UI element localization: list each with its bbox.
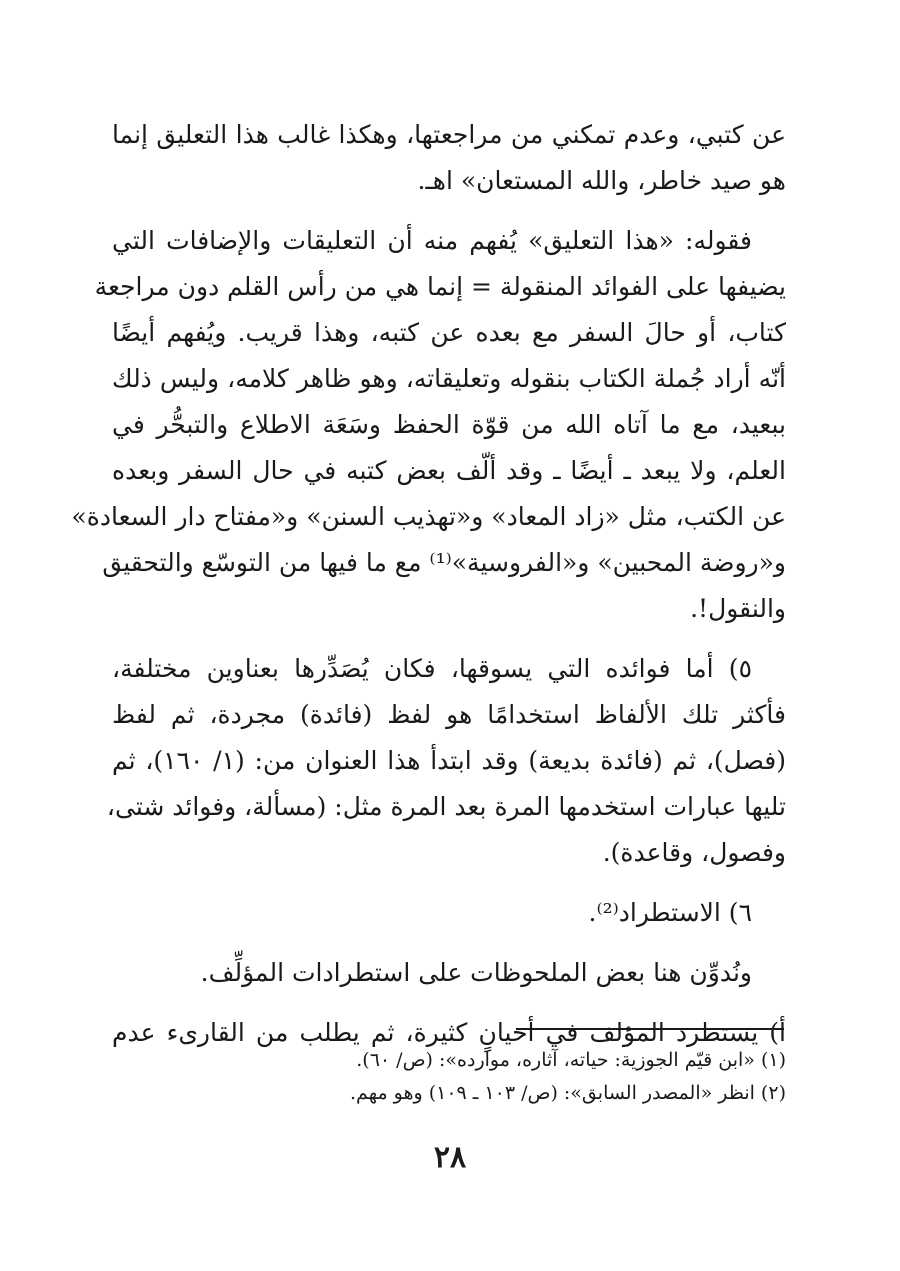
- text-line: وفصول، وقاعدة).: [602, 838, 786, 867]
- text-line: عن كتبي، وعدم تمكني من مراجعتها، وهكذا غالب هذا التعليق إنما: [112, 120, 786, 149]
- footnote-2: (٢) انظر «المصدر السابق»: (ص/ ١٠٣ ـ ١٠٩) وهو مهم.: [350, 1082, 786, 1104]
- paragraph-commentary: [71, 218, 786, 632]
- text-line: والنقول!.: [690, 594, 786, 623]
- text-line: (فصل)، ثم (فائدة بديعة) وقد ابتدأ هذا العنوان من: (١/ ١٦٠)، ثم: [112, 746, 786, 775]
- text-line: عن الكتب، مثل «زاد المعاد» و«تهذيب السنن» و«مفتاح دار السعادة»: [71, 502, 786, 531]
- text-line: فقوله: «هذا التعليق» يُفهم منه أن التعليقات والإضافات التي: [112, 226, 752, 255]
- note-line: ونُدوِّن هنا بعض الملحوظات على استطرادات المؤلِّف.: [200, 958, 752, 987]
- body-text: [71, 112, 786, 1056]
- text-line: يضيفها على الفوائد المنقولة = إنما هي من رأس القلم دون مراجعة: [94, 272, 786, 301]
- footnote-divider: [516, 1028, 784, 1030]
- paragraph-point-5: [106, 646, 786, 876]
- text-line: ببعيد، مع ما آتاه الله من قوّة الحفظ وسَعَة الاطلاع والتبحُّر في: [112, 410, 786, 439]
- page-number: ٢٨: [433, 1140, 467, 1175]
- point-6-heading: ٦) الاستطراد⁽²⁾.: [588, 898, 752, 927]
- text-line: كتاب، أو حالَ السفر مع بعده عن كتبه، وهذا قريب. ويُفهم أيضًا: [112, 318, 786, 347]
- text-line: تليها عبارات استخدمها المرة بعد المرة مثل: (مسألة، وفوائد شتى،: [106, 792, 786, 821]
- footnote-1: (١) «ابن قيّم الجوزية: حياته، آثاره، موارده»: (ص/ ٦٠).: [356, 1049, 786, 1071]
- text-line: أ) يستطرد المؤلف في أحيانٍ كثيرة، ثم يطلب من القارىء عدم: [112, 1018, 786, 1047]
- text-line: فأكثر تلك الألفاظ استخدامًا هو لفظ (فائدة) مجردة، ثم لفظ: [112, 700, 786, 729]
- text-line: هو صيد خاطر، والله المستعان» اهـ.: [417, 166, 786, 195]
- text-line: و«روضة المحبين» و«الفروسية»⁽¹⁾ مع ما فيها من التوسّع والتحقيق: [102, 548, 786, 577]
- paragraph-quote-end: [112, 112, 786, 204]
- text-line: أنّه أراد جُملة الكتاب بنقوله وتعليقاته، وهو ظاهر كلامه، وليس ذلك: [112, 364, 786, 393]
- text-line: العلم، ولا يبعد ـ أيضًا ـ وقد ألّف بعض كتبه في حال السفر وبعده: [112, 456, 786, 485]
- footnotes: [112, 1044, 786, 1110]
- text-line: ٥) أما فوائده التي يسوقها، فكان يُصَدِّرها بعناوين مختلفة،: [112, 654, 752, 683]
